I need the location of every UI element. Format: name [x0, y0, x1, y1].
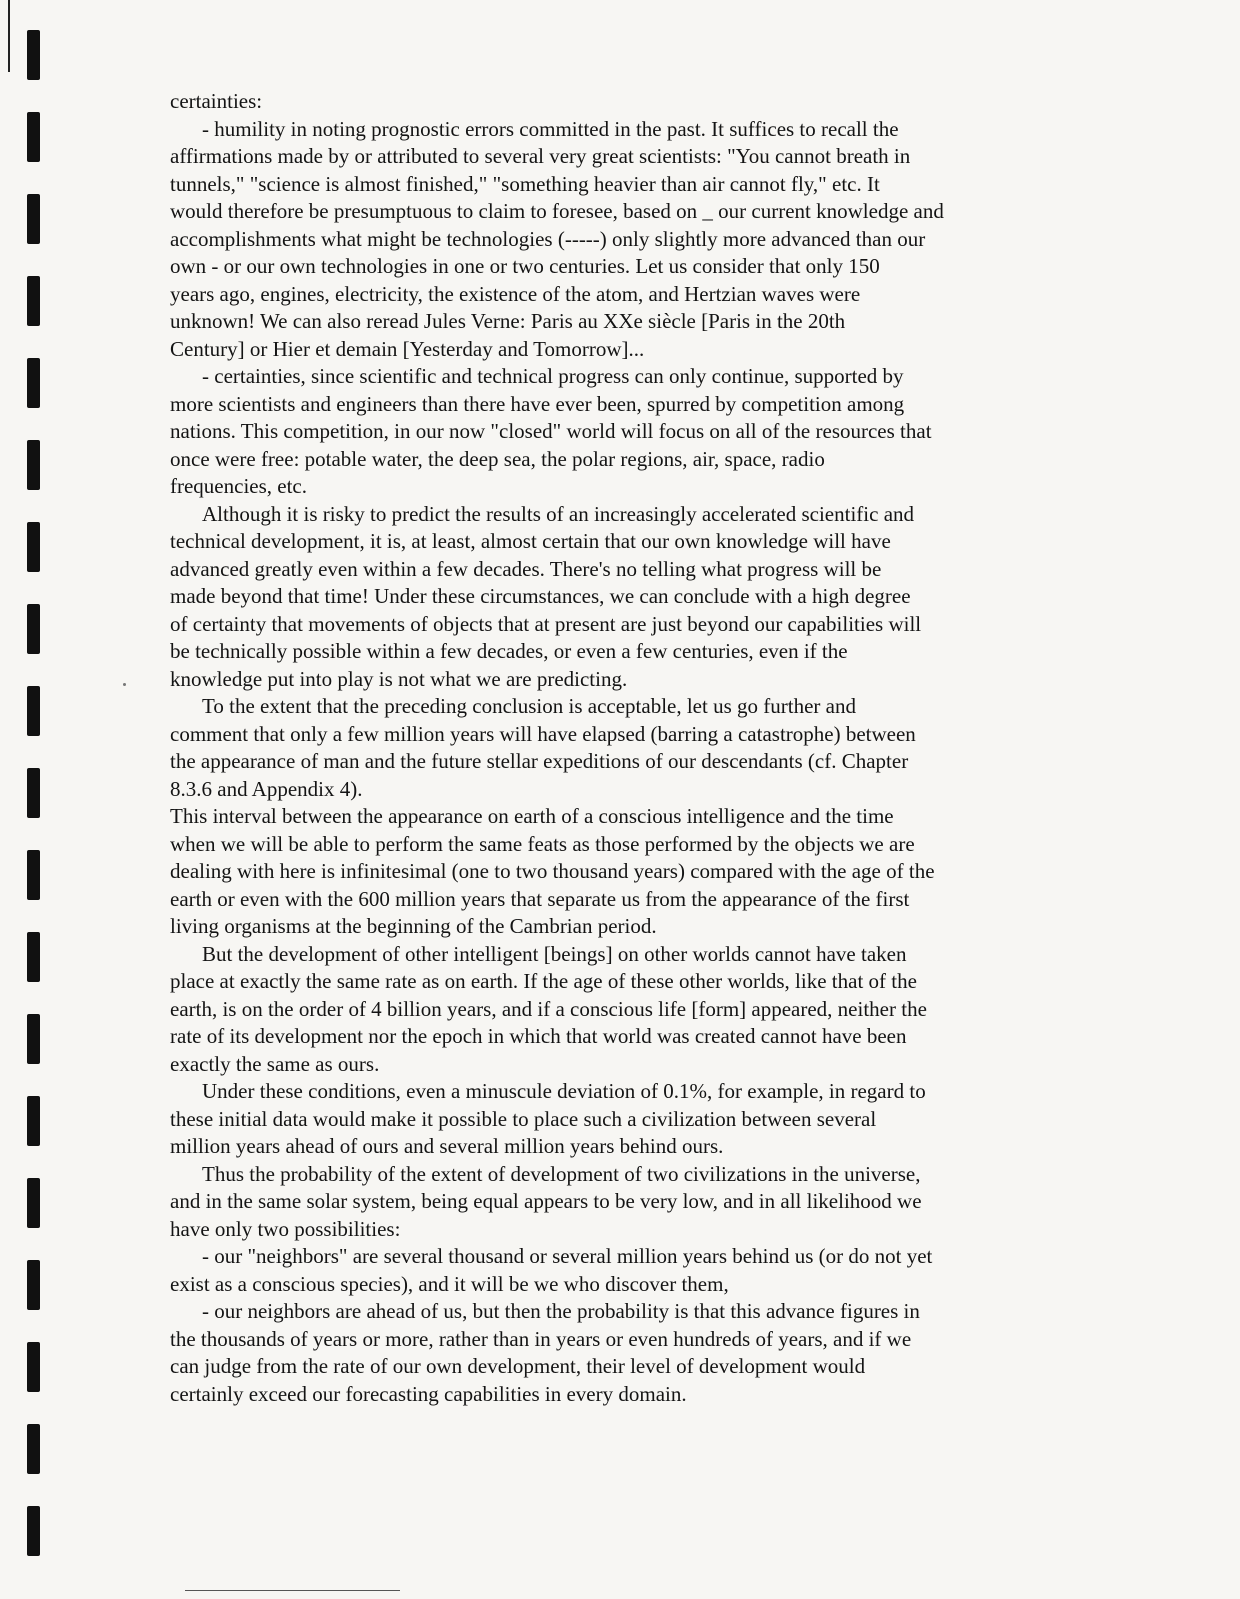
binding-hole-mark	[27, 194, 40, 244]
binding-hole-mark	[27, 686, 40, 736]
binding-hole-mark	[27, 1260, 40, 1310]
binding-hole-mark	[27, 1342, 40, 1392]
text-line: these initial data would make it possible to place such a civilization between several	[170, 1106, 877, 1131]
text-line: when we will be able to perform the same feats as those performed by the objects we are	[170, 831, 915, 856]
text-line: - our "neighbors" are several thousand or several million years behind us (or do not yet	[202, 1244, 933, 1268]
text-line: rate of its development nor the epoch in which that world was created cannot have been	[170, 1024, 907, 1048]
text-line: once were free: potable water, the deep sea, the polar regions, air, space, radio	[170, 446, 825, 471]
text-line: advanced greatly even within a few decades. There's no telling what progress will be	[170, 556, 882, 581]
text-line: earth, is on the order of 4 billion years, and if a conscious life [form] appeared, neither the	[170, 996, 927, 1021]
text-line: - humility in noting prognostic errors committed in the past. It suffices to recall the	[202, 116, 899, 141]
binding-hole-mark	[27, 768, 40, 818]
text-line: Thus the probability of the extent of development of two civilizations in the universe,	[202, 1161, 921, 1186]
binding-hole-mark	[27, 112, 40, 162]
text-line: - our neighbors are ahead of us, but then the probability is that this advance figures in	[202, 1299, 920, 1323]
binding-hole-mark	[27, 932, 40, 982]
text-line: living organisms at the beginning of the Cambrian period.	[170, 914, 657, 938]
binding-hole-mark	[27, 276, 40, 326]
text-line: the thousands of years or more, rather than in years or even hundreds of years, and if we	[170, 1326, 912, 1351]
text-line: This interval between the appearance on earth of a conscious intelligence and the time	[170, 804, 894, 828]
text-line: comment that only a few million years will have elapsed (barring a catastrophe) between	[170, 721, 916, 746]
text-line: made beyond that time! Under these circumstances, we can conclude with a high degree	[170, 584, 911, 608]
binding-hole-mark	[27, 1178, 40, 1228]
text-line: the appearance of man and the future stellar expeditions of our descendants (cf. Chapter	[170, 749, 909, 773]
text-line: exist as a conscious species), and it will be we who discover them,	[170, 1271, 729, 1296]
text-line: and in the same solar system, being equal appears to be very low, and in all likelihood we	[170, 1189, 922, 1213]
text-line: nations. This competition, in our now "closed" world will focus on all of the resources that	[170, 419, 932, 443]
text-line: own - or our own technologies in one or two centuries. Let us consider that only 150	[170, 254, 880, 278]
binding-hole-mark	[27, 1014, 40, 1064]
text-line: knowledge put into play is not what we are predicting.	[170, 666, 628, 691]
text-line: dealing with here is infinitesimal (one to two thousand years) compared with the age of the	[170, 859, 935, 883]
text-line: 8.3.6 and Appendix 4).	[170, 776, 363, 801]
bottom-rule	[185, 1590, 400, 1591]
binding-hole-mark	[27, 1506, 40, 1556]
text-line: Although it is risky to predict the results of an increasingly accelerated scientific and	[202, 501, 915, 526]
text-line: Century] or Hier et demain [Yesterday and Tomorrow]...	[170, 336, 645, 361]
text-line: exactly the same as ours.	[170, 1051, 380, 1076]
binding-hole-mark	[27, 440, 40, 490]
text-line: certainly exceed our forecasting capabilities in every domain.	[170, 1381, 687, 1406]
body-text	[170, 88, 1070, 1408]
margin-line	[8, 0, 10, 72]
binding-hole-mark	[27, 358, 40, 408]
text-line: earth or even with the 600 million years that separate us from the appearance of the first	[170, 886, 910, 911]
text-line: frequencies, etc.	[170, 474, 308, 498]
scan-speck	[123, 683, 126, 686]
binding-hole-mark	[27, 850, 40, 900]
text-line: To the extent that the preceding conclusion is acceptable, let us go further and	[202, 694, 856, 718]
text-line: would therefore be presumptuous to claim to foresee, based on _ our current knowledge and	[170, 199, 944, 223]
text-line: place at exactly the same rate as on earth. If the age of these other worlds, like that of the	[170, 969, 917, 993]
text-line: - certainties, since scientific and technical progress can only continue, supported by	[202, 364, 904, 388]
text-line: But the development of other intelligent [beings] on other worlds cannot have taken	[202, 941, 907, 966]
text-line: million years ahead of ours and several million years behind ours.	[170, 1134, 724, 1158]
text-line: certainties:	[170, 89, 263, 113]
text-line: have only two possibilities:	[170, 1216, 401, 1241]
text-line: technical development, it is, at least, almost certain that our own knowledge will have	[170, 529, 891, 553]
text-line: be technically possible within a few decades, or even a few centuries, even if the	[170, 639, 848, 663]
text-line: accomplishments what might be technologies (-----) only slightly more advanced than our	[170, 226, 926, 251]
text-line: years ago, engines, electricity, the existence of the atom, and Hertzian waves were	[170, 281, 861, 306]
text-line: more scientists and engineers than there have ever been, spurred by competition among	[170, 391, 905, 416]
binding-hole-mark	[27, 1424, 40, 1474]
binding-hole-mark	[27, 522, 40, 572]
text-line: affirmations made by or attributed to several very great scientists: "You cannot breath in	[170, 144, 911, 168]
text-line: Under these conditions, even a minuscule deviation of 0.1%, for example, in regard to	[202, 1079, 926, 1103]
binding-hole-mark	[27, 604, 40, 654]
text-line: unknown! We can also reread Jules Verne: Paris au XXe siècle [Paris in the 20th	[170, 309, 846, 333]
text-line: can judge from the rate of our own development, their level of development would	[170, 1354, 866, 1378]
text-line: tunnels," "science is almost finished," "something heavier than air cannot fly," etc. It	[170, 171, 880, 196]
binding-hole-mark	[27, 1096, 40, 1146]
text-line: of certainty that movements of objects that at present are just beyond our capabilities will	[170, 611, 922, 636]
binding-hole-mark	[27, 30, 40, 80]
